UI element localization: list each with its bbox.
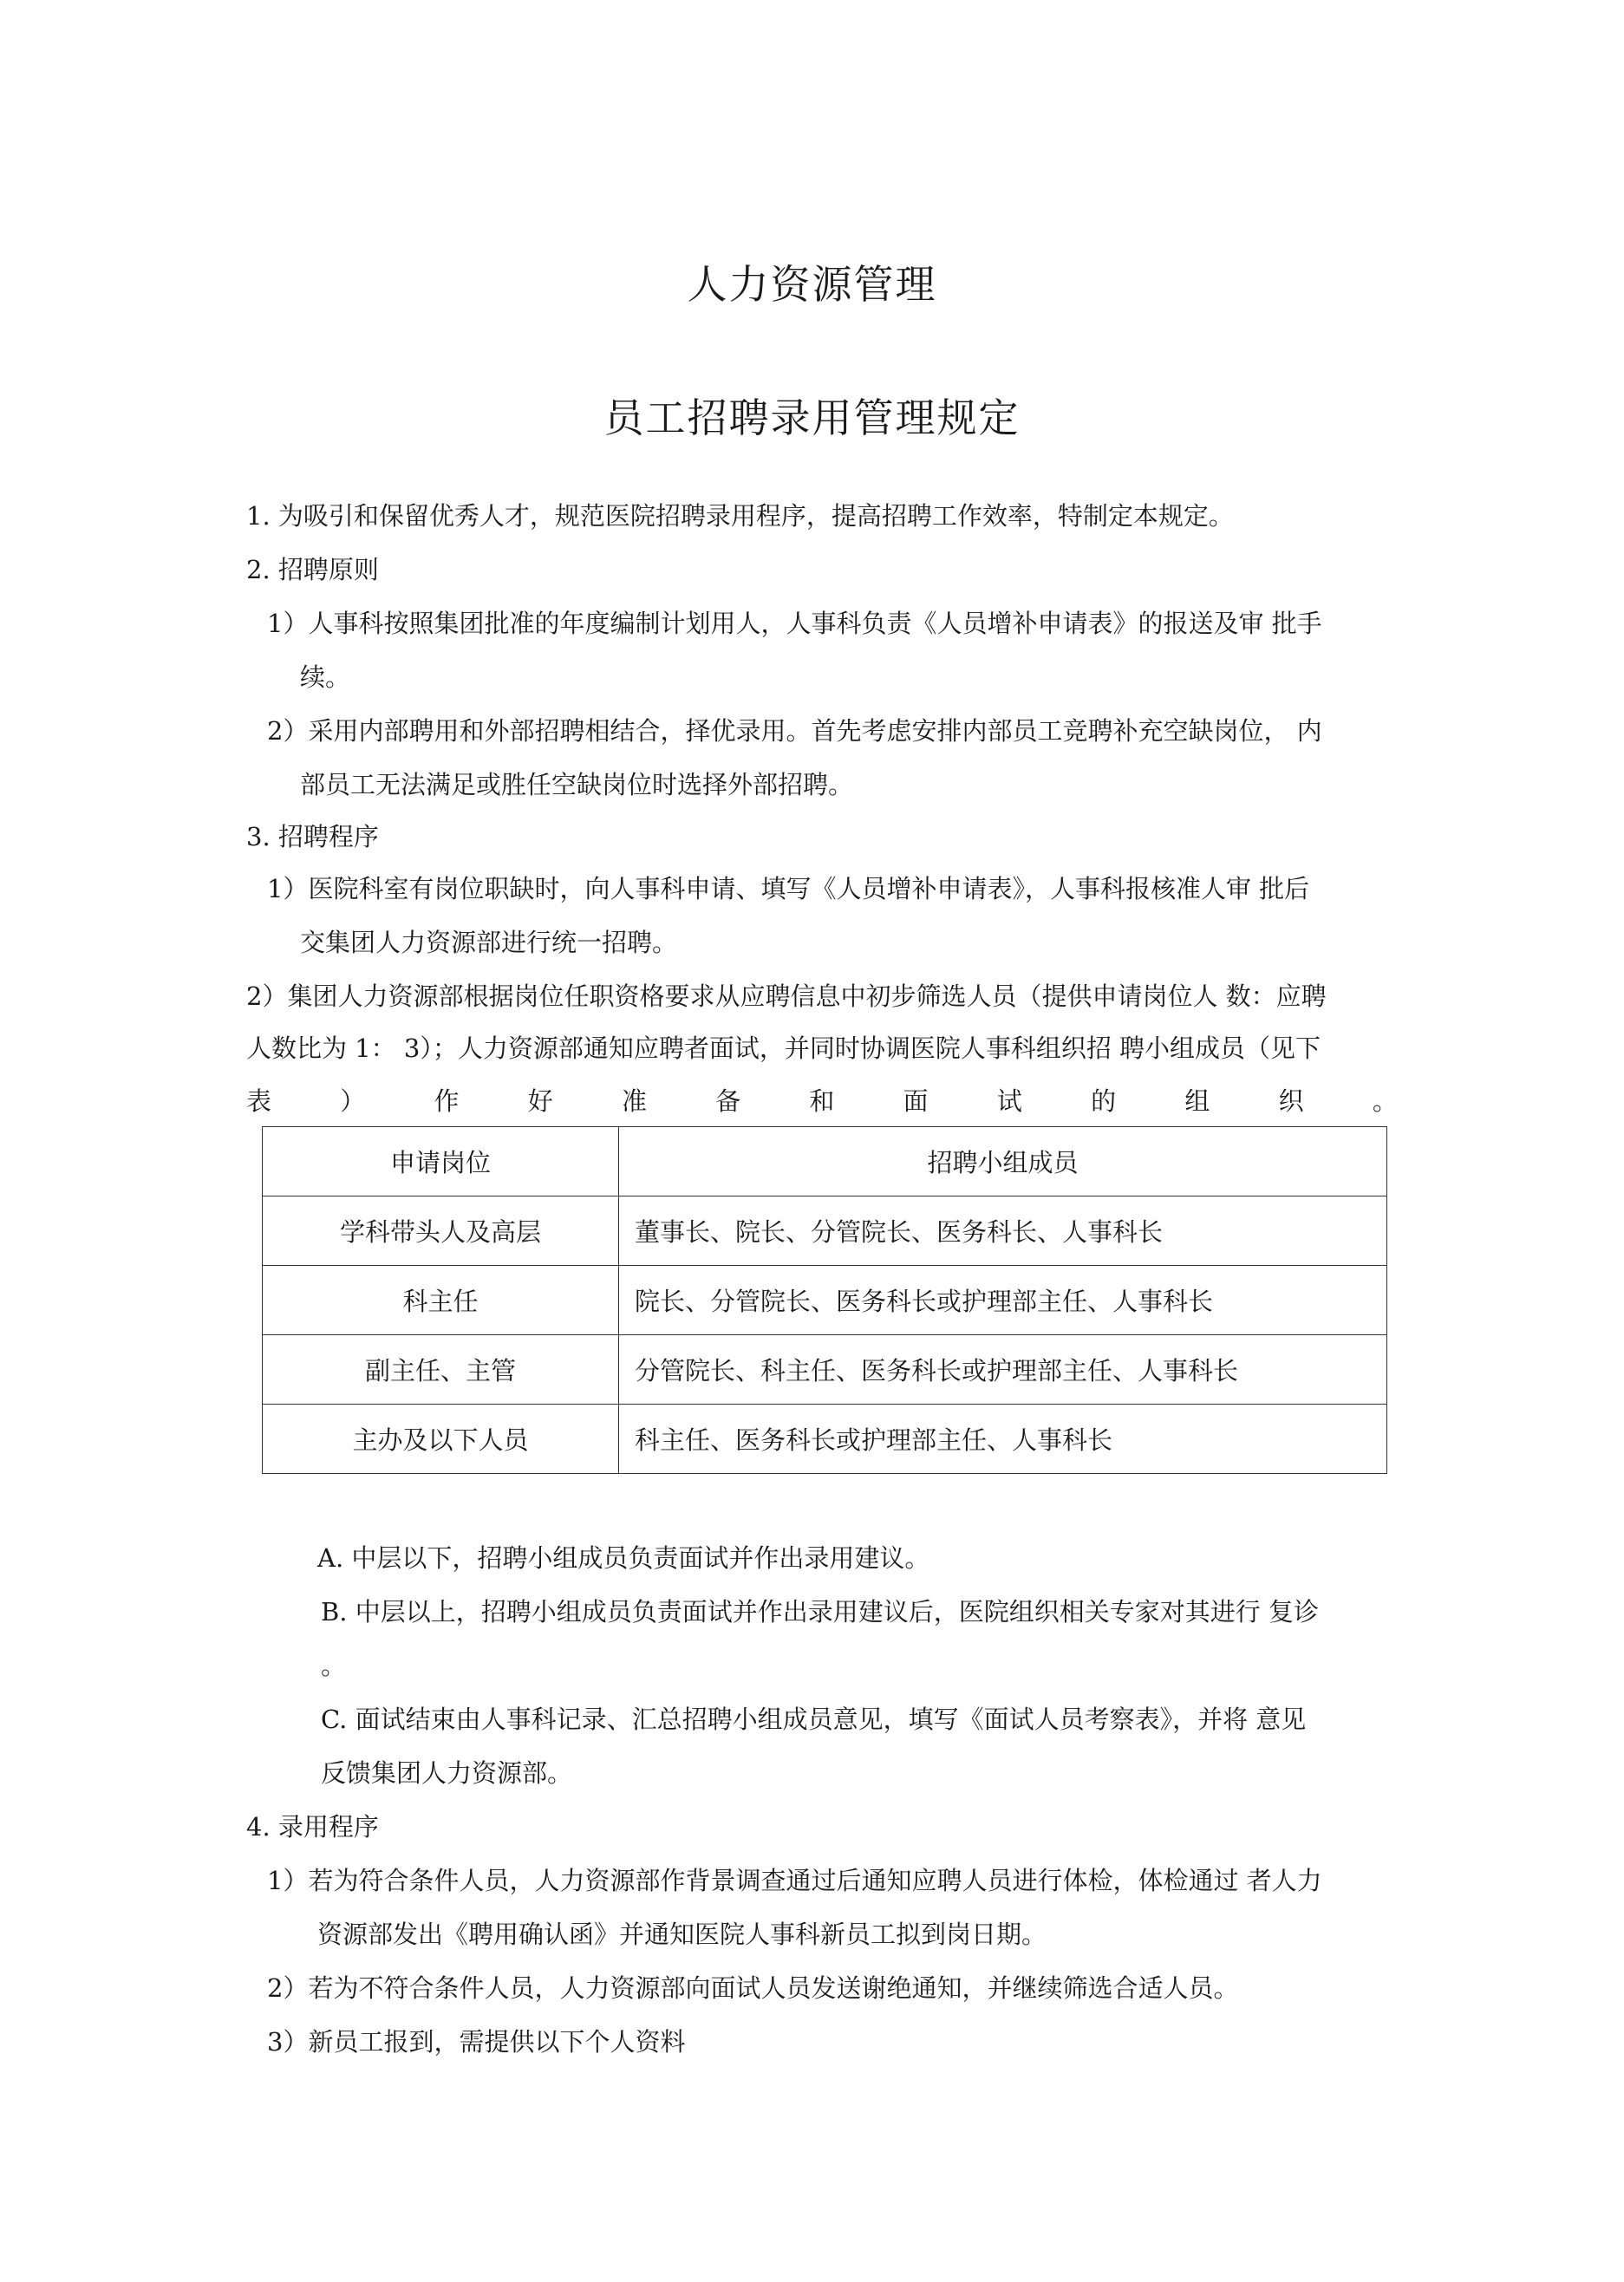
char: 织 [1278, 1086, 1304, 1116]
table-row [263, 1196, 1387, 1266]
char: 的 [1091, 1086, 1117, 1116]
char: 表 [246, 1086, 272, 1116]
table-cell: 董事长、院长、分管院长、医务科长、人事科长 [619, 1196, 1387, 1266]
char: 试 [996, 1086, 1022, 1116]
char: 好 [527, 1086, 553, 1116]
paragraph-line: 资源部发出《聘用确认函》并通知医院人事科新员工拟到岗日期。 [317, 1920, 1047, 1949]
char: 作 [434, 1086, 460, 1116]
section-heading: 2. 招聘原则 [246, 555, 379, 584]
section-heading: 3. 招聘程序 [246, 822, 379, 851]
paragraph-line: 1）医院科室有岗位职缺时，向人事科申请、填写《人员增补申请表》，人事科报核准人审 批后 [267, 874, 1310, 903]
char: 。 [1372, 1086, 1398, 1116]
char: ） [340, 1086, 366, 1116]
paragraph-line: 1. 为吸引和保留优秀人才，规范医院招聘录用程序，提高招聘工作效率，特制定本规定。 [246, 501, 1234, 531]
paragraph-line: 1）人事科按照集团批准的年度编制计划用人，人事科负责《人员增补申请表》的报送及审 批手 [267, 609, 1322, 638]
paragraph-line: 续。 [300, 662, 351, 692]
list-item: C. 面试结束由人事科记录、汇总招聘小组成员意见，填写《面试人员考察表》，并将 意见 [321, 1705, 1307, 1734]
paragraph-line: 2）采用内部聘用和外部招聘相结合，择优录用。首先考虑安排内部员工竞聘补充空缺岗位， 内 [267, 716, 1322, 746]
char: 面 [903, 1086, 929, 1116]
paragraph-line: 。 [321, 1651, 347, 1680]
paragraph-line: 反馈集团人力资源部。 [321, 1758, 573, 1788]
page-subtitle: 员工招聘录用管理规定 [603, 394, 1021, 441]
table-cell: 副主任、主管 [263, 1335, 619, 1405]
table-row [263, 1266, 1387, 1335]
section-heading: 4. 录用程序 [246, 1812, 379, 1842]
table-row [263, 1335, 1387, 1405]
table-cell: 分管院长、科主任、医务科长或护理部主任、人事科长 [619, 1335, 1387, 1405]
table-header-cell: 申请岗位 [263, 1127, 619, 1196]
paragraph-line: 交集团人力资源部进行统一招聘。 [300, 928, 678, 957]
table-cell: 科主任 [263, 1266, 619, 1335]
char: 备 [715, 1086, 741, 1116]
table-cell: 科主任、医务科长或护理部主任、人事科长 [619, 1405, 1387, 1474]
paragraph-line: 人数比为 1： 3）；人力资源部通知应聘者面试，并同时协调医院人事科组织招 聘小组成员（见下 [246, 1033, 1321, 1063]
table-cell: 学科带头人及高层 [263, 1196, 619, 1266]
paragraph-line: 部员工无法满足或胜任空缺岗位时选择外部招聘。 [300, 770, 854, 799]
page-title: 人力资源管理 [687, 261, 937, 308]
table-header-row [263, 1127, 1387, 1196]
paragraph-line: 2）若为不符合条件人员，人力资源部向面试人员发送谢绝通知，并继续筛选合适人员。 [267, 1973, 1239, 2003]
justified-line [246, 1084, 1398, 1118]
paragraph-line: 3）新员工报到，需提供以下个人资料 [267, 2027, 686, 2057]
paragraph-line: 2）集团人力资源部根据岗位任职资格要求从应聘信息中初步筛选人员（提供申请岗位人 数：应聘 [246, 981, 1327, 1011]
table-cell: 院长、分管院长、医务科长或护理部主任、人事科长 [619, 1266, 1387, 1335]
char: 组 [1184, 1086, 1210, 1116]
paragraph-line: 1）若为符合条件人员，人力资源部作背景调查通过后通知应聘人员进行体检，体检通过 者人力 [267, 1866, 1322, 1895]
table-row [263, 1405, 1387, 1474]
table-header-cell: 招聘小组成员 [619, 1127, 1387, 1196]
list-item: B. 中层以上，招聘小组成员负责面试并作出录用建议后，医院组织相关专家对其进行 复诊 [321, 1597, 1319, 1627]
char: 和 [809, 1086, 835, 1116]
char: 准 [621, 1086, 647, 1116]
list-item: A. 中层以下，招聘小组成员负责面试并作出录用建议。 [317, 1543, 930, 1573]
recruitment-panel-table [262, 1126, 1387, 1474]
table-cell: 主办及以下人员 [263, 1405, 619, 1474]
